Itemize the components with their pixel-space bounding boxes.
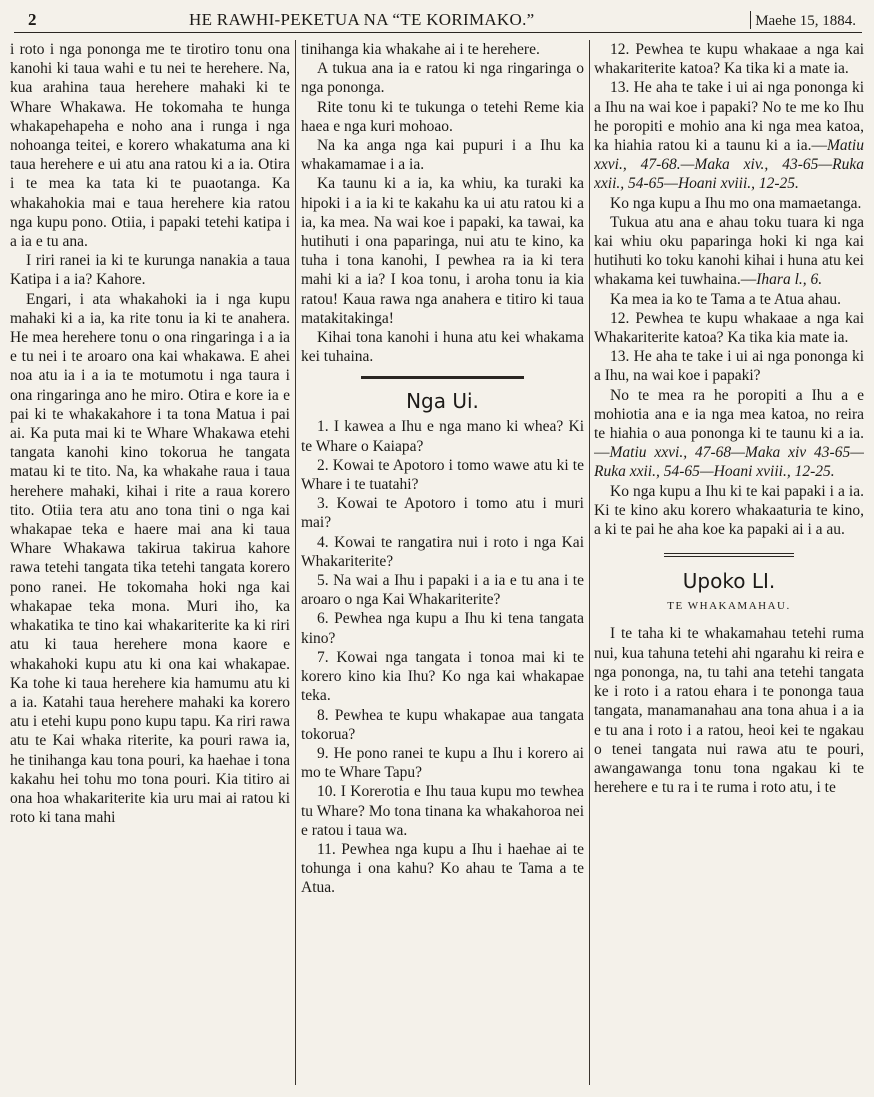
question-item: 3. Kowai te Apotoro i tomo atu i muri mai? (301, 495, 584, 532)
column-rule (589, 40, 590, 1085)
paragraph: A tukua ana ia e ratou ki nga ringaringa o nga pononga. (301, 60, 584, 97)
section-divider (361, 376, 524, 379)
paragraph-text: No te mea ra he poropiti a Ihu a e mohiotia ana e ia nga mea katoa, no reira te hiahia o aua pononga ki te taunu ki a ia.— (594, 386, 864, 462)
column-rule (295, 40, 296, 1085)
paragraph-text: Tukua atu ana e ahau toku tuara ki nga kai whiu oku paparinga hoki ki nga kai hutihuti ko toku kanohi kihai i huna atu kei whakama kei tuwhaina.— (594, 213, 864, 289)
paragraph (594, 213, 864, 290)
question-item: 1. I kawea a Ihu e nga mano ki whea? Ki te Whare o Kaiapa? (301, 418, 584, 455)
question-item: 10. I Korerotia e Ihu taua kupu mo tewhea tu Whare? Mo tona tinana ka whakahoroa nei e ratou i taua wa. (301, 783, 584, 839)
column-1 (10, 40, 290, 1090)
paragraph: I te taha ki te whakamahau tetehi ruma nui, kua tahuna tetehi ahi ngarahu ki reira e nga pononga, na, tu tahi ana tetehi tangata ke i roto i a ratou ehara i te pononga taua tangata, manamanahau ana tona ahua i a ia e tu ana i roto i a ratou, heoi kei te ngakau o tenei tangata nui rawa atu te pouri, awangawanga tonu tona ngakau ki te herehere e tu ra i te ruma i roto atu, i te (594, 625, 864, 797)
paragraph (594, 78, 864, 193)
page-header (14, 6, 862, 33)
section-divider (664, 553, 794, 557)
question-item: 7. Kowai nga tangata i tonoa mai ki te korero kino kia Ihu? Ko nga kai whakapae teka. (301, 648, 584, 705)
paragraph: Ko nga kupu a Ihu mo ona mamaetanga. (610, 194, 862, 212)
column-3 (594, 40, 864, 1090)
issue-date: Maehe 15, 1884. (750, 11, 856, 30)
question-item: 5. Na wai a Ihu i papaki i a ia e tu ana i te aroaro o nga Kai Whakariterite? (301, 572, 584, 609)
column-2 (301, 40, 584, 1090)
paragraph (594, 386, 864, 482)
paragraph: Ka taunu ki a ia, ka whiu, ka turaki ka hipoki i a ia ki te kakahu ka ui atu ratou ki a ia, ka mea. Na wai koe i papaki, ka tawai, ka hutihuti i ona paparinga, nui atu te kino, ka tuha i tona kanohi, I pewhea ra ia ki tera mahi ki a ia? I koa tonu, i aroha tonu ia kia ratou! Kaua rawa nga anahera e titiro ki taua matakitakinga! (301, 175, 584, 327)
paragraph: 13. He aha te take i ui ai nga pononga ki a Ihu, na wai koe i papaki? (594, 348, 864, 385)
page-number: 2 (28, 10, 37, 29)
paragraph: 12. Pewhea te kupu whakaae a nga kai Whakariterite katoa? Ka tika kia mate ia. (594, 309, 864, 347)
paragraph: i roto i nga pononga me te tirotiro tonu ona kanohi ki taua wahi e tu nei te herehere. Na, kua arahina taua herehere mahaki ki te Whare Whakawa. He tokomaha te hunga whakapehapeha e noho ana i runga i nga nohoanga teitei, e korero whakatuma ana ki taua herehere e ui atu ana ratou ki a ia. Otira i te mea ka tata ki te puaotanga. Ka whakahokia mai e taua herehere kia ratou nga kupu pono. Otiia, i papaki tetehi katipa i a ia e tu ana. (10, 41, 290, 251)
paragraph-text: 13. He aha te take i ui ai nga pononga ki a Ihu na wai koe i papaki? No te me ko Ihu he poropiti e mohio ana ki nga mea katoa, ka hiahia ratou ki a taunu ki a ia.— (594, 79, 864, 155)
question-item: 2. Kowai te Apotoro i tomo wawe atu ki te Whare i te tuatahi? (301, 456, 584, 494)
paragraph: tinihanga kia whakahe ai i te herehere. (301, 41, 540, 58)
paragraph: Kihai tona kanohi i huna atu kei whakama kei tuhaina. (301, 329, 584, 366)
paragraph: Ko nga kupu a Ihu ki te kai papaki i a ia. Ki te kino aku korero whakaaturia te kino, a ki te pai he aha koe ka papaki ai i a au. (594, 482, 864, 539)
question-item: 6. Pewhea nga kupu a Ihu ki tena tangata kino? (301, 610, 584, 647)
scripture-reference: Ihara l., 6. (756, 271, 823, 289)
paragraph: Rite tonu ki te tukunga o tetehi Reme kia haea e nga kuri mohoao. (301, 98, 584, 135)
question-item: 8. Pewhea te kupu whakapae aua tangata tokorua? (301, 706, 584, 743)
paragraph: I riri ranei ia ki te kurunga nanakia a taua Katipa i a ia? Kahore. (10, 252, 290, 289)
paragraph: Engari, i ata whakahoki ia i nga kupu mahaki ki a ia, ka rite tonu ia ki te anahera. He mea herehere tonu o ona ringaringa i a ia e tu nei i te aroaro ona kai whakawa. E ahei noa atu ia i a ia te motumotu i nga taura i ona ringaringa ano he miro. Otira e kore ia e pai ki te whakakahore i ta tona Matua i pai ai. Ka puta mai ki te Whare Whakawa etehi tangata kanohi kino tokorua he tangata matau ki te tito. Na, ka whakahe raua i taua herehere mahaki, kihai i rite a raua korero tito. Otiia tera atu ano tona tini o nga kai whakapae teka e haere mai ana ki taua Whare Whakawa takirua takirua kahore rawa tetehi tangata tika tetehi tangata korero pono ranei. He tokomaha hoki nga kai whakapae teka mona. Muri iho, ka whakatika te tino kai whakariterite ka ki riri atu ki taua herehere mona kaore e whakahoki kupu atu ki ona kai whakapae. Ka tohe ki taua herehere kia hamumu atu ki a ia. Katahi taua herehere mahaki ka korero atu i etehi kupu pono kupu tapu. Ka riri rawa atu te Kai whaka riterite, ka pouri rawa ia, he tinihanga kau tona pouri, ka haehae i tona kakahu hei tohu mo tona pouri. Kia titiro ai ona hoa whakariterite kia uru mai ai ratou ki roto ki tana mahi (10, 290, 290, 827)
paragraph: 12. Pewhea te kupu whakaae a nga kai whakariterite katoa? Ka tika ki a mate ia. (594, 41, 864, 78)
question-item: 11. Pewhea nga kupu a Ihu i haehae ai te tohunga i ona kahu? Ko ahau te Tama a te Atua. (301, 840, 584, 897)
newspaper-title: HE RAWHI-PEKETUA NA “TE KORIMAKO.” (189, 10, 535, 29)
question-item: 9. He pono ranei te kupu a Ihu i korero ai mo te Whare Tapu? (301, 744, 584, 782)
paragraph: Ka mea ia ko te Tama a te Atua ahau. (610, 290, 842, 308)
paragraph: Na ka anga nga kai pupuri i a Ihu ka whakamamae i a ia. (301, 137, 584, 174)
question-item: 4. Kowai te rangatira nui i roto i nga Kai Whakariterite? (301, 533, 584, 570)
section-subtitle: TE WHAKAMAHAU. (667, 600, 791, 613)
section-title: Nga Ui. (406, 389, 479, 414)
scripture-reference: Matiu xxvi., 47-68.—Maka xiv., 43-65—Ruka xxii., 54-65—Hoani xviii., 12-25. (594, 137, 864, 193)
scripture-reference: Matiu xxvi., 47-68—Maka xiv 43-65—Ruka xxii., 54-65—Hoani xviii., 12-25. (594, 444, 864, 481)
section-title: Upoko LI. (682, 569, 776, 594)
